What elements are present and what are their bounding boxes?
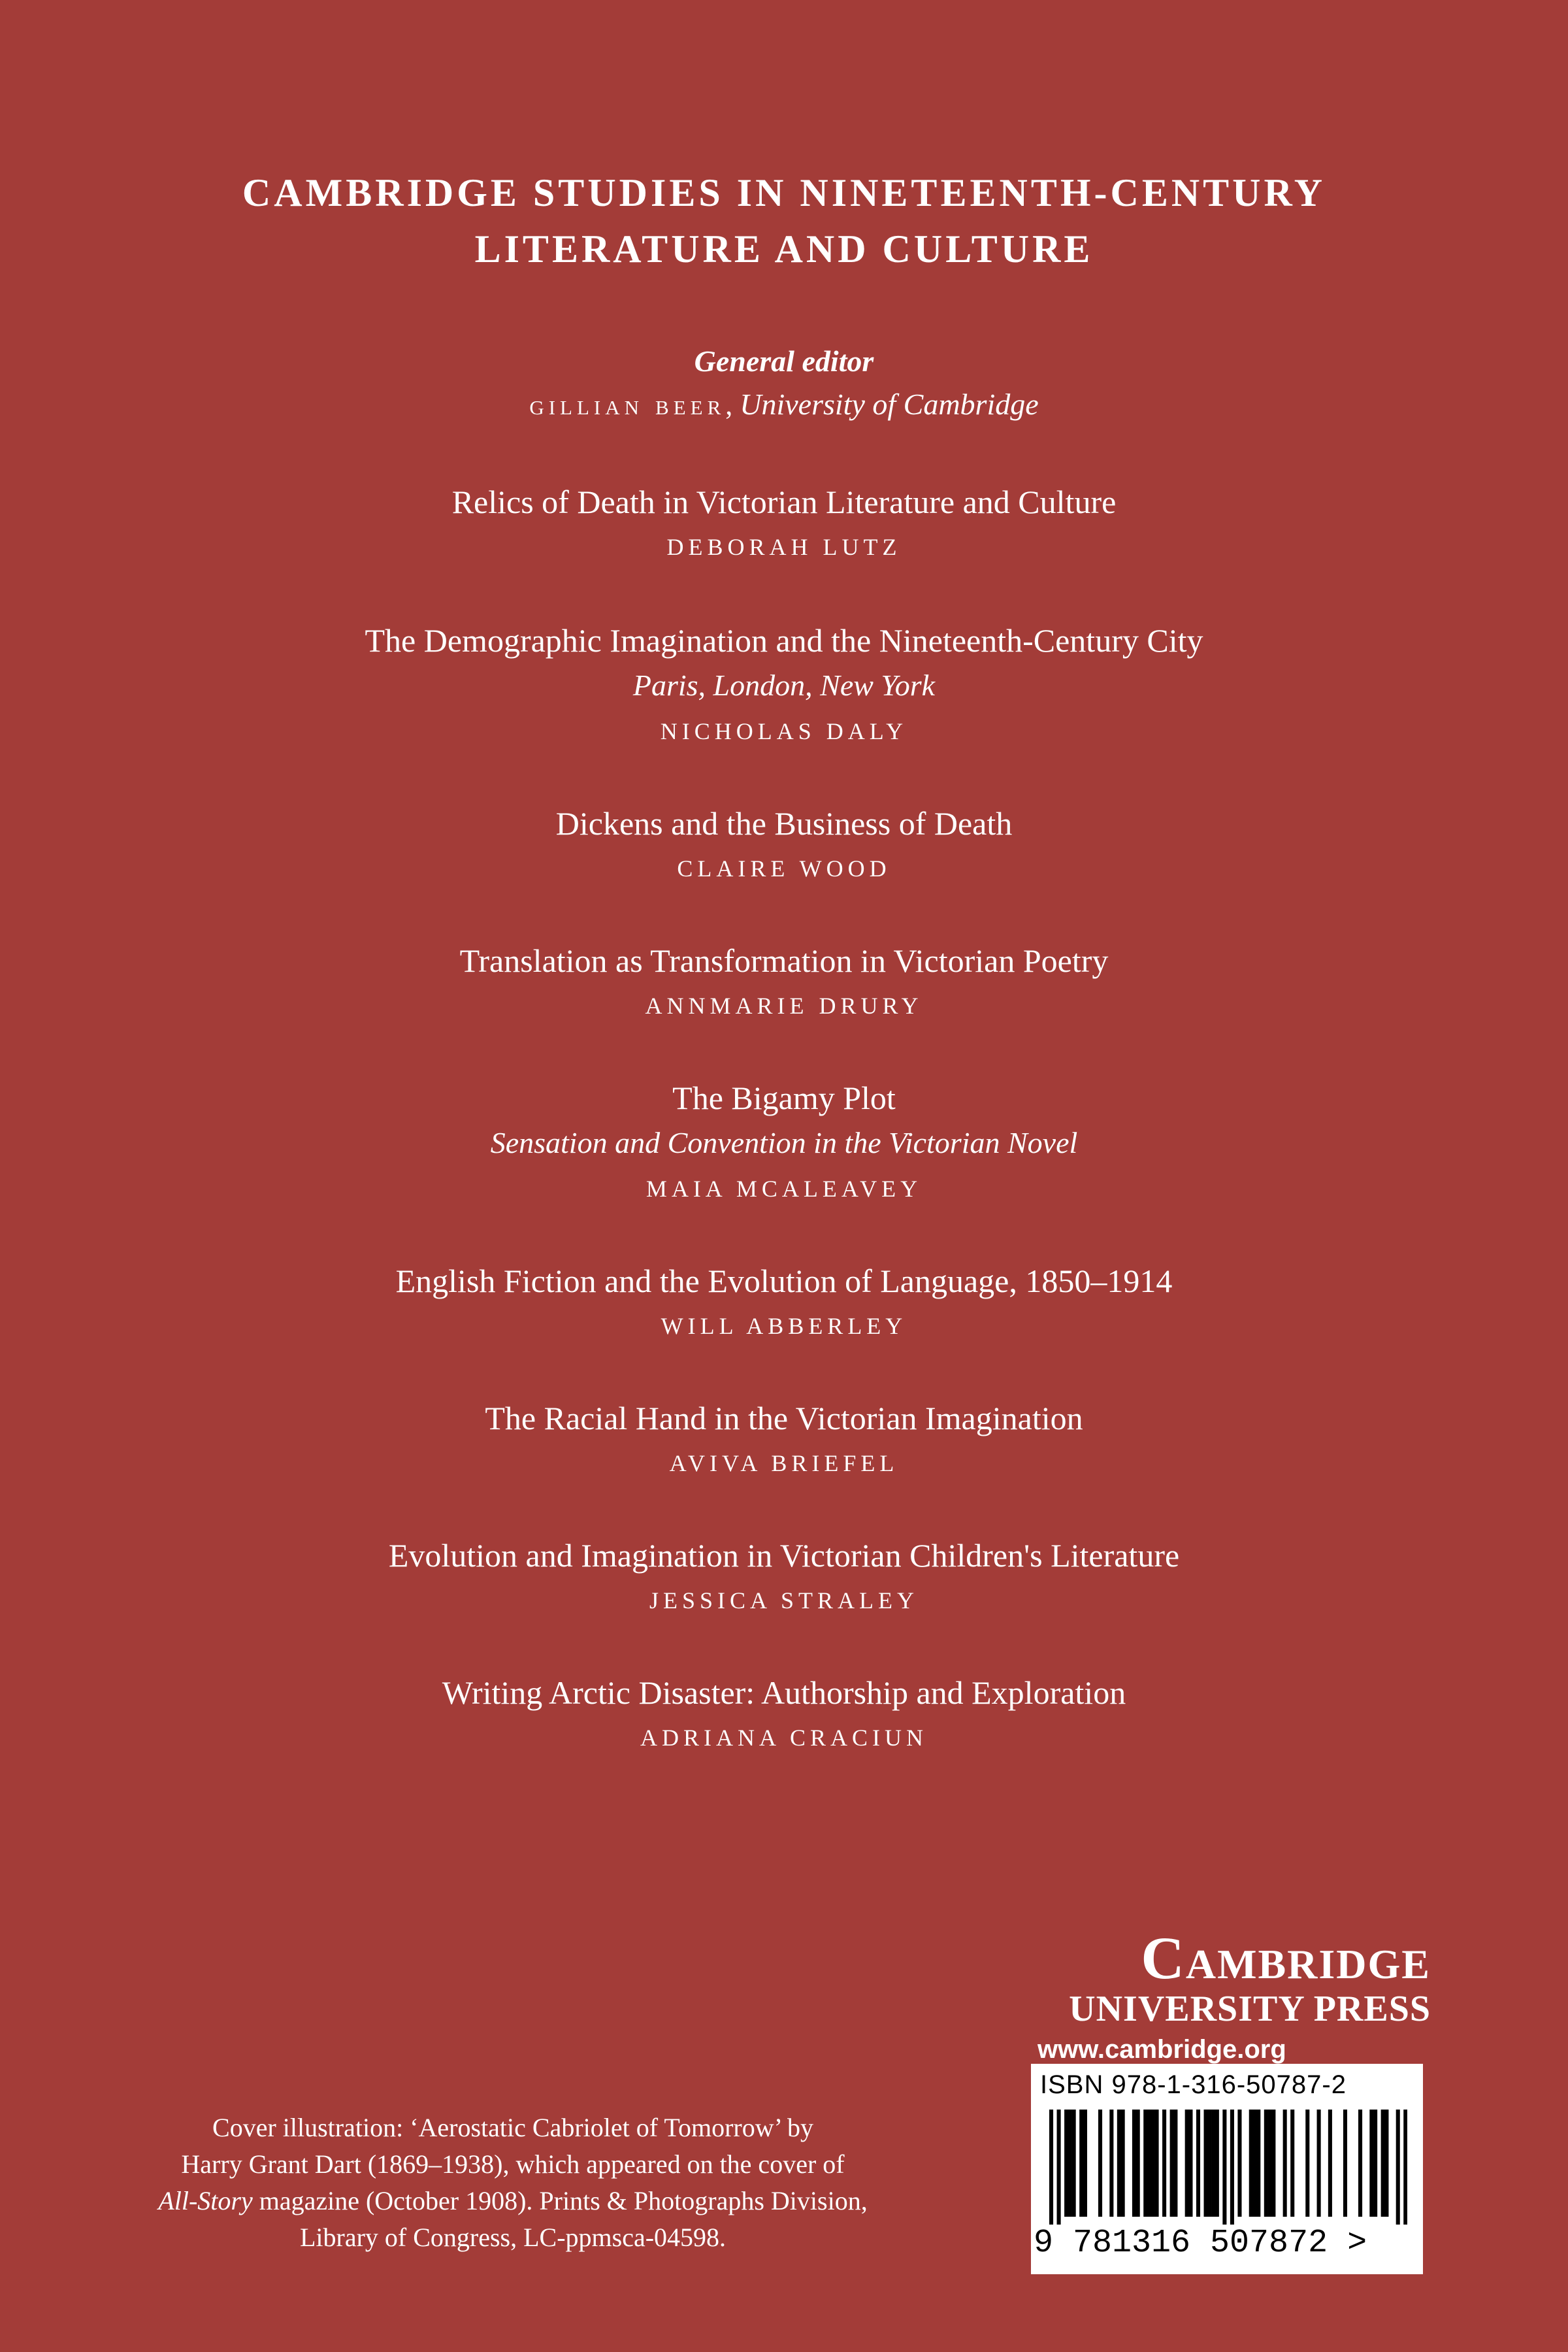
publisher-logo <box>1026 1925 1431 2069</box>
barcode-bar <box>1188 2110 1192 2217</box>
book-entry <box>0 938 1568 1029</box>
series-title-line-1: CAMBRIDGE STUDIES IN NINETEENTH-CENTURY <box>242 171 1326 214</box>
book-title: The Demographic Imagination and the Nineteenth-Century City <box>365 622 1203 659</box>
book-title: Writing Arctic Disaster: Authorship and Exploration <box>442 1674 1126 1711</box>
barcode-bar <box>1207 2110 1211 2217</box>
editor-separator: , <box>725 389 740 421</box>
barcode-bar <box>1237 2110 1241 2217</box>
barcode-bar <box>1317 2110 1321 2217</box>
barcode-bar <box>1396 2110 1400 2225</box>
book-author: CLAIRE WOOD <box>677 855 891 882</box>
barcode-bar <box>1132 2110 1136 2217</box>
book-title: The Bigamy Plot <box>672 1080 896 1116</box>
publisher-name: Cambridge <box>1141 1925 1431 1991</box>
barcode-bar <box>1068 2110 1072 2217</box>
editor-name: gillian beer <box>529 389 726 421</box>
barcode-bar <box>1057 2110 1061 2225</box>
barcode-bar <box>1064 2110 1068 2217</box>
book-title: Relics of Death in Victorian Literature and Culture <box>451 484 1117 520</box>
book-author: ADRIANA CRACIUN <box>640 1725 928 1751</box>
barcode-bar <box>1049 2110 1053 2225</box>
book-subtitle: Paris, London, New York <box>632 669 936 702</box>
cover-credit-line-2: Harry Grant Dart (1869–1938), which appeared on the cover of <box>181 2149 845 2179</box>
barcode-bar <box>1162 2110 1166 2217</box>
barcode-bar <box>1151 2110 1155 2217</box>
book-title: Dickens and the Business of Death <box>555 805 1013 842</box>
barcode-bar <box>1098 2110 1102 2217</box>
book-author: JESSICA STRALEY <box>649 1587 919 1614</box>
book-author: WILL ABBERLEY <box>661 1313 907 1339</box>
barcode-bar <box>1328 2110 1332 2217</box>
editor-role: General editor <box>694 344 874 378</box>
barcode-bar <box>1155 2110 1159 2217</box>
editor-affiliation: University of Cambridge <box>740 388 1039 421</box>
barcode-bar <box>1083 2110 1087 2217</box>
book-author: MAIA MCALEAVEY <box>645 1176 923 1202</box>
book-entry <box>0 1396 1568 1486</box>
barcode-bar <box>1109 2110 1113 2217</box>
barcode-bar <box>1147 2110 1151 2217</box>
magazine-title: All-Story <box>158 2186 253 2215</box>
publisher-press: UNIVERSITY PRESS <box>1069 1989 1431 2029</box>
barcode-bar <box>1256 2110 1260 2217</box>
book-author: AVIVA BRIEFEL <box>669 1450 899 1476</box>
barcode-bar <box>1381 2110 1385 2217</box>
barcode-bar <box>1072 2110 1076 2217</box>
barcode-bar <box>1283 2110 1287 2217</box>
cover-credit-line-3 <box>150 2183 875 2219</box>
barcode-bar <box>1215 2110 1219 2217</box>
publisher-url: www.cambridge.org <box>1037 2035 1286 2064</box>
barcode-bar <box>1204 2110 1208 2217</box>
barcode-bar <box>1230 2110 1234 2225</box>
cover-credit-line-1: Cover illustration: ‘Aerostatic Cabriolet of Tomorrow’ by <box>212 2113 813 2142</box>
book-entry <box>0 1533 1568 1623</box>
book-entry <box>0 801 1568 891</box>
barcode-bar <box>1196 2110 1200 2217</box>
book-title: Evolution and Imagination in Victorian Children's Literature <box>388 1537 1180 1574</box>
barcode-bar <box>1121 2110 1125 2217</box>
book-title: The Racial Hand in the Victorian Imagination <box>485 1400 1083 1436</box>
barcode-bar <box>1252 2110 1256 2217</box>
isbn-barcode-box <box>1031 2064 1423 2274</box>
barcode-bar <box>1403 2110 1407 2225</box>
barcode-bar <box>1249 2110 1253 2217</box>
barcode-bar <box>1358 2110 1362 2217</box>
book-entry <box>0 618 1568 754</box>
book-entry <box>0 1076 1568 1212</box>
barcode-bar <box>1211 2110 1215 2217</box>
book-author: ANNMARIE DRURY <box>645 993 923 1019</box>
barcode-bar <box>1369 2110 1373 2217</box>
book-subtitle: Sensation and Convention in the Victorian Novel <box>490 1126 1078 1159</box>
isbn-digits: 9 781316 507872 > <box>1034 2225 1367 2262</box>
barcode-bar <box>1268 2110 1272 2217</box>
book-author: DEBORAH LUTZ <box>666 534 902 560</box>
book-title: Translation as Transformation in Victorian Poetry <box>459 942 1109 979</box>
barcode-bar <box>1271 2110 1275 2217</box>
cover-credit-line-4: Library of Congress, LC-ppmsca-04598. <box>299 2223 727 2252</box>
barcode-bar <box>1143 2110 1147 2217</box>
book-entry <box>0 1259 1568 1349</box>
barcode-bar <box>1173 2110 1177 2217</box>
series-title <box>0 165 1568 277</box>
barcode-bar <box>1079 2110 1083 2217</box>
book-entry <box>0 480 1568 570</box>
barcode-bar <box>1117 2110 1121 2217</box>
barcode-bar <box>1170 2110 1174 2217</box>
barcode-bar <box>1384 2110 1388 2217</box>
barcode-bar <box>1222 2110 1226 2225</box>
barcode-bar <box>1373 2110 1377 2217</box>
barcode-bar <box>1185 2110 1189 2217</box>
cover-credit-line-3-rest: magazine (October 1908). Prints & Photographs Division, <box>252 2186 868 2215</box>
cover-credit <box>150 2110 875 2256</box>
editor-line <box>0 383 1568 427</box>
barcode-icon <box>1049 2110 1407 2225</box>
isbn-label: ISBN 978-1-316-50787-2 <box>1040 2070 1347 2099</box>
barcode-bar <box>1305 2110 1309 2217</box>
book-author: NICHOLAS DALY <box>660 718 908 744</box>
barcode-bar <box>1136 2110 1140 2217</box>
general-editor-block <box>0 340 1568 427</box>
series-title-line-2: LITERATURE AND CULTURE <box>474 227 1094 271</box>
barcode-bar <box>1290 2110 1294 2217</box>
barcode-bar <box>1264 2110 1268 2217</box>
book-entry <box>0 1670 1568 1761</box>
book-title: English Fiction and the Evolution of Language, 1850–1914 <box>395 1263 1173 1299</box>
barcode-bar <box>1343 2110 1347 2217</box>
